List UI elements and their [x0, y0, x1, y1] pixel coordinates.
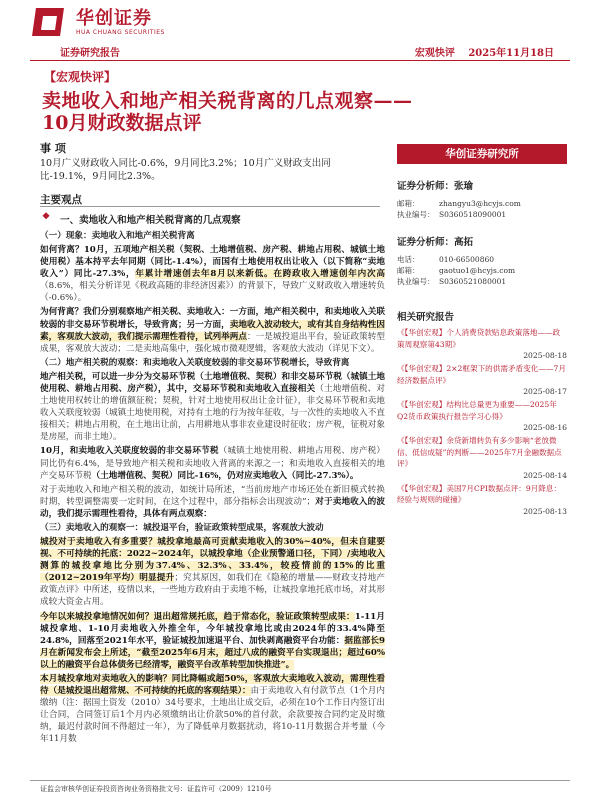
logo-english-name: HUA CHUANG SECURITIES — [76, 28, 165, 36]
main-view-divider — [40, 206, 380, 207]
paragraph-4: 10月，和卖地收入关联度较弱的非交易环节税（城镇土地使用税、耕地占用税、房产税）同比仍有6.4%，是导致地产相关税和卖地收入背离的来源之一；和卖地收入直接相关的地产交易环节税（土地增值税、契税）同比-16%，仍对应卖地收入（同比-27.3%）。 — [40, 446, 385, 481]
subsection-heading-2: （二）地产相关税的观察：和卖地收入关联度较弱的非交易环节税增长，导致背离 — [40, 357, 350, 368]
related-reports-heading: 相关研究报告 — [397, 312, 455, 323]
related-report-1[interactable]: 《【华创宏观】个人消费贷款贴息政策落地——政策周观察第43期》 — [397, 328, 561, 349]
logo-mark-icon — [32, 6, 72, 38]
related-report-4[interactable]: 《【华创宏观】余贷新增转负有多少影响“老放微信、低信成疑”的判断——2025年7月金融数据点评》 — [397, 436, 562, 468]
related-report-3[interactable]: 《【华创宏观】结构比总量更为重要——2025年Q2货币政策执行报告学习心得》 — [397, 400, 557, 421]
paragraph-7: 今年以来城投拿地情况如何？退出超常规托底，趋于常态化，验证政策转型成果：1-11月城投拿地、1-10月卖地收入外推全年，今年城投拿地比或由2024年的33.4%降至24.8%，回落至2021年水平，验证城投加速退平台、加快剥离融资平台功能：据监部长9月在新闻发布会上所述，“截至2025年6月末，超过八成的融资平台实现退出；超过60%以上的融资平台总体债务已经清零，融资平台改革转型加快推进”。 — [40, 611, 385, 670]
report-header — [0, 0, 600, 62]
report-date: 2025年11月18日 — [468, 48, 554, 59]
related-report-3-date: 2025-08-16 — [523, 423, 567, 432]
matter-heading: 事 项 — [40, 142, 66, 155]
section-heading-1: ❖ 一、卖地收入和地产相关税背离的几点观察 — [42, 212, 241, 226]
paragraph-5: 对于卖地收入和地产相关税的波动，如统计局所述，“当前房地产市场还处在新旧模式转换时期，转型调整需要一定时间，在这个过程中，部分指标会出现波动”；对于卖地收入的波动，我们提示需理性看待，具体有两点观察： — [40, 484, 385, 519]
paragraph-2: 为何背离？我们分别观察地产相关税、卖地收入：一方面，地产相关税中，和卖地收入关联较弱的非交易环节税增长，导致背离；另一方面，卖地收入波动较大，或有其自身结构性因素，客观放大波动，我们提示需理性看待，试列举两点：一是城投退出平台，验证政策转型成果，客观放大波动；二是卖地高集中，强化城市微观逻辑，客观放大波动（详见下文）。 — [40, 307, 385, 354]
related-report-2-date: 2025-08-17 — [523, 387, 567, 396]
analyst-1-title: 证券分析师：张瑜 — [397, 181, 474, 192]
institute-banner: 华创证券研究所 — [397, 144, 567, 164]
diamond-bullet-icon: ❖ — [42, 212, 51, 222]
matter-text: 10月广义财政收入同比-0.6%，9月同比3.2%；10月广义财政支出同比-19.1%，9月同比2.3%。 — [40, 158, 331, 182]
subsection-heading-1: （一）现象：卖地收入和地产相关税背离 — [40, 231, 195, 241]
analyst-2-phone: 电话： 010-66500860 — [397, 255, 495, 264]
analyst-2-license: 执业编号： S0360521080001 — [397, 277, 507, 286]
paragraph-6: 城投对于卖地收入有多重要？城投拿地最高可贡献卖地收入的30%~40%，但未自建要视、不可持续的托底：2022~2024年，以城投拿地（企业预警通口径，下同）/卖地收入测算的城投拿地比分别为37.4%、32.3%、33.4%，较疫情前的15%的比重（2012~2019年平均）明显提升；究其原因，如我们在《隐秘的增量——财政支持地产政策点评》中所述，疫情以来，一些地方政府由于卖地不畅，让城投拿地托底市场，对其形成较大资金占用。 — [40, 536, 385, 608]
main-body — [40, 212, 385, 748]
company-logo — [32, 6, 165, 38]
sidebar — [397, 144, 567, 519]
main-view-heading: 主要观点 — [40, 194, 82, 206]
related-report-5-date: 2025-08-13 — [523, 506, 567, 516]
header-meta — [405, 44, 554, 59]
analyst-2-email: 邮箱： gaotuo1@hcyjs.com — [397, 266, 516, 275]
logo-chinese-name: 华创证券 — [76, 7, 152, 29]
report-category: 宏观快评 — [414, 48, 455, 59]
footer-divider — [30, 780, 570, 781]
related-report-4-date: 2025-08-14 — [523, 470, 567, 480]
analyst-1-email: 邮箱： zhangyu3@hcyjs.com — [397, 199, 521, 208]
report-tag: 【宏观快评】 — [44, 70, 117, 84]
related-report-1-date: 2025-08-18 — [523, 351, 567, 360]
document-type: 证券研究报告 — [60, 48, 120, 59]
subsection-heading-3: （三）卖地收入的观察一：城投退平台，验证政策转型成果，客观放大波动 — [40, 522, 324, 533]
analyst-2-title: 证券分析师：高拓 — [397, 237, 474, 248]
report-title-line2: 10月财政数据点评 — [42, 112, 202, 134]
related-report-5[interactable]: 《【华创宏观】美国7月CPI数据点评：9月降息：经验与规则的碰撞》 — [397, 483, 562, 504]
paragraph-1: 如何背离？10月，五项地产相关税（契税、土地增值税、房产税、耕地占用税、城镇土地使用税）基本持平去年同期（同比-1.4%），而国有土地使用权出让收入（以下简称“卖地收入”）同比-27.3%，年累计增速创去年8月以来新低。在跨政收入增速创年内次高（8.6%，相关分析详见《税政高随的非经济因素》）的背景下，导致广义财政收入增速转负（-0.6%）。 — [40, 245, 386, 304]
related-report-2[interactable]: 《【华创宏观】2×2框架下的供需矛盾变化——7月经济数据点评》 — [397, 364, 566, 385]
paragraph-8: 本月城投拿地对卖地收入的影响？同比降幅或超50%，客观放大卖地收入波动，需理性看待（是城投退出超常规、不可持续的托底的客观结果）：由于卖地收入有付款节点（1个月内缴纳（注：据国土资发（2010）34号要求，土地出让成交后，必须在10个工作日内签订出让合同，合同签订后1个月内必须缴纳出让价款50%的首付款，余款要按合同约定及时缴纳，最迟付款时间不得超过一年），为了降低单月数据扰动，将10-11月数据合并考量（今年11月数 — [40, 674, 385, 745]
report-title-line1: 卖地收入和地产相关税背离的几点观察—— — [42, 90, 413, 112]
paragraph-3: 地产相关税，可以进一步分为交易环节税（土地增值税、契税）和非交易环节税（城镇土地使用税、耕地占用税、房产税），其中，交易环节税和卖地收入直接相关（土地增值税、对土地使用权转让的增值额征税；契税，针对土地使用权出让金计征），非交易环节税和卖地收入关联度较弱（城镇土地使用税，对持有土地的行为按年征收，与一次性的卖地收入不直接相关；耕地占用税，在土地出让前，占用耕地从事非农业建设时征收；房产税，征税对象是房屋，而非土地）。 — [40, 371, 385, 443]
analyst-1-license: 执业编号： S0360518090001 — [397, 210, 507, 219]
footer-text: 证监会审核华创证券投资咨询业务资格批文号：证监许可（2009）1210号 — [40, 785, 272, 793]
header-divider — [30, 60, 570, 61]
